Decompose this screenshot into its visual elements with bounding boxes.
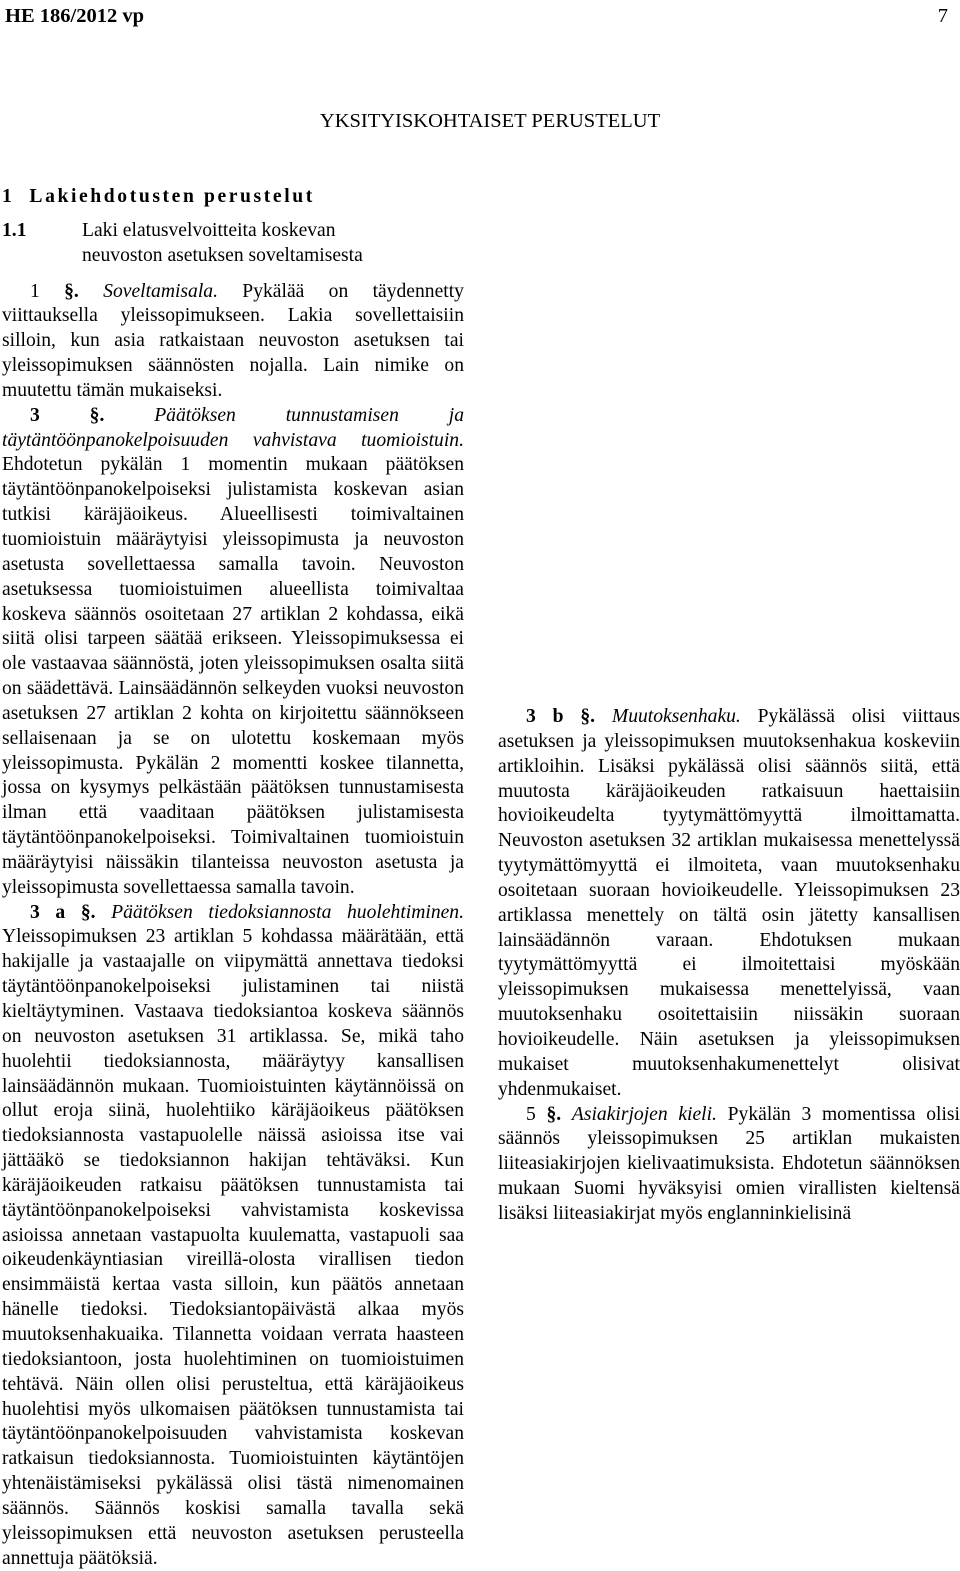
- article-3-symbol: §.: [89, 404, 105, 426]
- subsection-title: [82, 219, 363, 269]
- article-1-text: Pykälää on täydennetty viittauksella yleissopimukseen. Lakia sovellettaisiin silloin, kun asia ratkaistaan neuvoston asetuksen tai yleissopimuksen säännösten nojalla. Lain nimike on muutettu tämän mukaiseksi.: [2, 280, 464, 401]
- left-column: [2, 185, 464, 1571]
- document-id: HE 186/2012 vp: [5, 5, 144, 27]
- article-3-paragraph: [2, 404, 464, 901]
- page-number: 7: [937, 5, 948, 27]
- subsection-heading: [2, 219, 464, 269]
- article-3-text: Ehdotetun pykälän 1 momentin mukaan päätöksen täytäntöönpanokelpoiseksi julistamista koskevan asian tutkisi käräjäoikeus. Alueellisesti toimivaltainen tuomioistuin määräytyisi yleissopimusta ja neuvoston asetusta sovellettaessa samalla tavoin. Neuvoston asetuksessa tuomioistuimen alueellista toimivaltaa koskeva säännös osoitetaan 27 artiklan 2 kohdassa, eikä siitä olisi tarpeen säätää erikseen. Yleissopimuksessa ei ole vastaavaa säännöstä, joten yleissopimuksen osalta siitä on säädettävä. Lainsäädännön selkeyden vuoksi neuvoston asetuksen 27 artiklan 2 kohta on kirjoitettu säännökseen sellaisenaan ja se on ulotettu koskemaan myös yleissopimusta. Pykälän 2 momentti koskee tilannetta, jossa on kysymys pelkästään päätöksen tunnustamisesta ilman että vaaditaan päätöksen julistamisesta täytäntöönpanokelpoiseksi. Toimivaltainen tuomioistuin määräytyisi näissäkin tilanteissa neuvoston asetusta ja yleissopimusta sovellettaessa samalla tavoin.: [2, 454, 464, 898]
- article-3b-paragraph: [498, 705, 960, 1103]
- article-1-paragraph: [2, 280, 464, 404]
- article-3a-number: 3 a: [30, 901, 66, 923]
- article-1-number: 1: [30, 280, 40, 302]
- article-5-number: 5: [526, 1103, 536, 1125]
- article-1-title: Soveltamisala.: [103, 280, 218, 302]
- article-3-number: 3: [30, 404, 40, 426]
- article-3a-symbol: §.: [80, 901, 96, 923]
- article-3a-text: Yleissopimuksen 23 artiklan 5 kohdassa määrätään, että hakijalle ja vastaajalle on viipymättä annettava tiedoksi täytäntöönpanokelpoiseksi julistaminen tai niistä kieltäytyminen. Vastaava tiedoksiantoa koskeva säännös on neuvoston asetuksen 31 artiklassa. Se, mikä taho huolehtii tiedoksiannosta, määräytyy kansallisen lainsäädännön mukaan. Tuomioistuinten käytännöissä on ollut eroja siinä, huolehtiiko käräjäoikeus päätöksen tiedoksiannosta vastapuolelle näissä asioissa itse vai jättääkö se tiedoksiannon hakijan tehtäväksi. Kun käräjäoikeuden ratkaisu päätöksen tunnustamista tai täytäntöönpanokelpoiseksi vahvistamista koskevissa asioissa annetaan vastapuolta kuulematta, vastapuoli saa oikeudenkäyntiasian vireillä-olosta virallisen tiedon ensimmäistä kertaa vasta silloin, kun päätös annetaan hänelle tiedoksi. Tiedoksiantopäivästä alkaa myös muutoksenhakuaika. Tilannetta voidaan verrata haasteen tiedoksiantoon, josta huolehtiminen on tuomioistuimen tehtävä. Näin ollen olisi perusteltua, että käräjäoikeus huolehtisi myös ulkomaisen päätöksen tunnustamista tai täytäntöönpanokelpoisuuden vahvistamista koskevan ratkaisun tiedoksiannosta. Tuomioistuinten käytäntöjen yhtenäistämiseksi pykälässä olisi tästä nimenomainen säännös. Säännös koskisi samalla tavalla sekä yleissopimuksen että neuvoston asetuksen perusteella annettuja päätöksiä.: [2, 926, 464, 1569]
- article-5-paragraph: [498, 1103, 960, 1227]
- article-1-symbol: §.: [64, 280, 79, 302]
- subsection-title-line2: neuvoston asetuksen soveltamisesta: [82, 244, 363, 266]
- main-heading: YKSITYISKOHTAISET PERUSTELUT: [319, 110, 661, 132]
- article-3-title: Päätöksen tunnustamisen ja täytäntöönpanokelpoisuuden vahvistava tuomioistuin.: [2, 404, 464, 451]
- subsection-number: 1.1: [2, 219, 27, 241]
- subsection-title-line1: Laki elatusvelvoitteita koskevan: [82, 219, 336, 241]
- article-3b-text: Pykälässä olisi viittaus asetuksen ja yleissopimuksen muutoksenhakua koskeviin artikloihin. Lisäksi pykälässä olisi säännös siitä, että muutosta käräjäoikeuden ratkaisuun haettaisiin hovioikeudelta tyytymättömyyttä ilmoittamatta. Neuvoston asetuksen 32 artiklan mukaisessa menettelyssä tyytymättömyyttä ei ilmoiteta, vaan muutoksenhaku osoitetaan suoraan hovioikeudelle. Yleissopimuksen 23 artiklassa menettely on tältä osin jätetty kansallisen lainsäädännön varaan. Ehdotuksen mukaan tyytymättömyyttä ei ilmoitettaisi myöskään yleissopimuksen mukaisessa menettelyissä, vaan muutoksenhaku osoitettaisiin niissäkin suoraan hovioikeudelle. Näin asetuksen ja yleissopimuksen mukaiset muutoksenhakumenettelyt olisivat yhdenmukaiset.: [498, 706, 960, 1100]
- section-number: 1: [2, 186, 15, 207]
- article-3b-number: 3 b: [526, 706, 564, 727]
- article-3a-paragraph: [2, 901, 464, 1571]
- article-3b-title: Muutoksenhaku.: [611, 706, 741, 727]
- article-5-text: Pykälän 3 momentissa olisi säännös yleissopimuksen 25 artiklan mukaisten liiteasiakirjojen kielivaatimuksista. Ehdotetun säännöksen mukaan Suomi hyväksyisi omien virallisten kieltensä lisäksi liiteasiakirjat myös englanninkielisinä: [498, 1103, 960, 1224]
- section-heading: [2, 185, 464, 210]
- article-3b-symbol: §.: [580, 706, 596, 727]
- article-3a-title: Päätöksen tiedoksiannosta huolehtiminen.: [111, 901, 465, 923]
- right-column: [498, 183, 960, 1227]
- section-title: Lakiehdotusten perustelut: [29, 186, 315, 207]
- article-5-symbol: §.: [546, 1103, 562, 1125]
- article-5-title: Asiakirjojen kieli.: [571, 1103, 717, 1125]
